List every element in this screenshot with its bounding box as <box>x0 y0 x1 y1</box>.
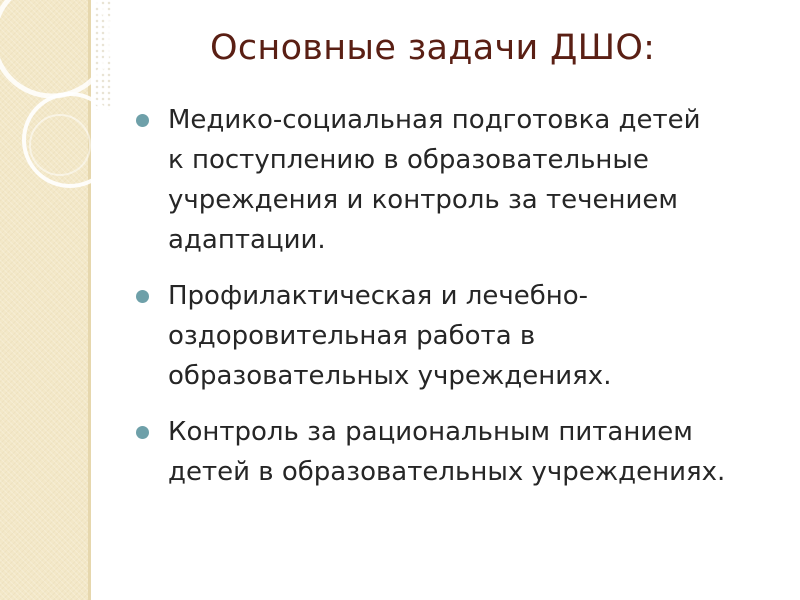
bullet-item <box>136 100 786 260</box>
bullet-item <box>136 276 786 396</box>
decorative-ring-medium <box>24 94 116 186</box>
decorative-ring-large <box>0 0 110 96</box>
bullet-list <box>136 100 786 508</box>
bullet-item <box>136 412 786 492</box>
bullet-text: Медико-социальная подготовка детей к поступлению в образовательные учреждения и контроль за течением адаптации. <box>168 105 701 255</box>
circle-bullet-icon <box>136 114 149 127</box>
bullet-text: Профилактическая и лечебно- оздоровительная работа в образовательных учреждениях. <box>168 281 612 391</box>
decorative-ring-small <box>30 115 90 175</box>
circle-bullet-icon <box>136 290 149 303</box>
circle-bullet-icon <box>136 426 149 439</box>
decorative-rings <box>0 0 130 260</box>
bullet-text: Контроль за рациональным питанием детей в образовательных учреждениях. <box>168 417 726 487</box>
slide-title: Основные задачи ДШО: <box>210 28 656 68</box>
